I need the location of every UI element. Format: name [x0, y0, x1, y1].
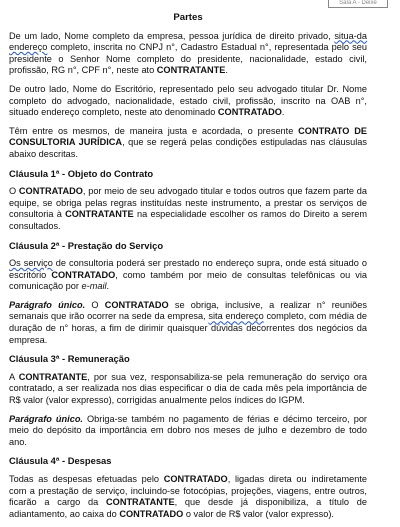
paragraph-contratante: De um lado, Nome completo da empresa, pessoa jurídica de direito privado, situa-da endereço completo, inscrita no CNPJ n°, Cadastro Estadual n°, representada pelo seu presidente o Senhor Nome completo do presidente, nacionalidade, estado civil, profissão, RG n°, CPF n°, neste ato CONTRATANTE. — [9, 30, 367, 76]
document-page — [9, 12, 367, 527]
clause-1-text: O CONTRATADO, por meio de seu advogado titular e todos outros que fazem parte da equipe, se obriga pelas regras instituídas neste instrumento, a prestar os serviços de consultoria à CONTRATANTE na especialidade escolher os ramos do Direito a serem consultados. — [9, 186, 368, 231]
paragraph-agreement: Têm entre os mesmos, de maneira justa e acordada, o presente CONTRATO DE CONSULTORIA JURÍDICA, que se regerá pelas condições estipuladas nas cláusulas abaixo descritas. — [9, 125, 368, 159]
document-title: Partes — [173, 12, 203, 23]
term-contratado: CONTRATADO — [217, 107, 282, 118]
clause-3-heading: Cláusula 3ª - Remuneração — [9, 353, 130, 365]
clause-3-paragraph-unico: Parágrafo único. Obriga-se também no pagamento de férias e décimo terceiro, por meio do depósito da importância em dobro nos meses de julho e dezembro de todo ano. — [9, 413, 367, 447]
header-field-box: Sala A - Deixe — [328, 0, 388, 8]
spellcheck-underline: situa-da endereço — [9, 30, 367, 53]
clause-3-text: A CONTRATANTE, por sua vez, responsabiliza-se pela remuneração do serviço ora contratado, a ser realizada nos dias especificar o dia de cada mês pela importância de R$ valor (valor expresso), corrigidas anualmente pelos índices do IGPM. — [9, 371, 367, 406]
clause-4-text: Todas as despesas efetuadas pelo CONTRATADO, ligadas direta ou indiretamente com a prestação de serviço, incluindo-se fotocópias, projeções, viagens, entre outros, ficarão a cargo da CONTRATANTE, que desde já disponibiliza, a título de adiantamento, ao caixa do CONTRATADO o valor de R$ valor (valor expresso). — [9, 474, 367, 519]
clause-2-paragraph-unico: Parágrafo único. O CONTRATADO se obriga, inclusive, a realizar n° reuniões semanais que irão ocorrer na sede da empresa, sita endereço completo, com média de duração de n° horas, a fim de dirimir quaisquer dúvidas decorrentes dos negócios da empresa. — [9, 299, 367, 345]
contract-name: CONTRATO DE CONSULTORIA JURÍDICA — [9, 125, 367, 148]
spellcheck-underline: sita endereço — [208, 311, 264, 322]
clause-1-heading: Cláusula 1ª - Objeto do Contrato — [9, 167, 154, 179]
clause-2-heading: Cláusula 2ª - Prestação do Serviço — [9, 239, 164, 251]
term-contratante: CONTRATANTE — [156, 65, 226, 76]
spellcheck-underline: Os serviço — [9, 258, 53, 269]
clause-2-text: Os serviço de consultoria poderá ser prestado no endereço supra, onde está situado o escritório CONTRATADO, como também por meio de consultas telefônicas ou via comunicação por e-mail. — [9, 258, 368, 292]
paragraph-contratado: De outro lado, Nome do Escritório, representado pelo seu advogado titular Dr. Nome completo do advogado, nacionalidade, estado civil, profissão, inscrito na OAB n°, situado endereço completo, neste ato denominado CONTRATADO. — [9, 83, 367, 118]
clause-4-heading: Cláusula 4ª - Despesas — [9, 455, 112, 467]
